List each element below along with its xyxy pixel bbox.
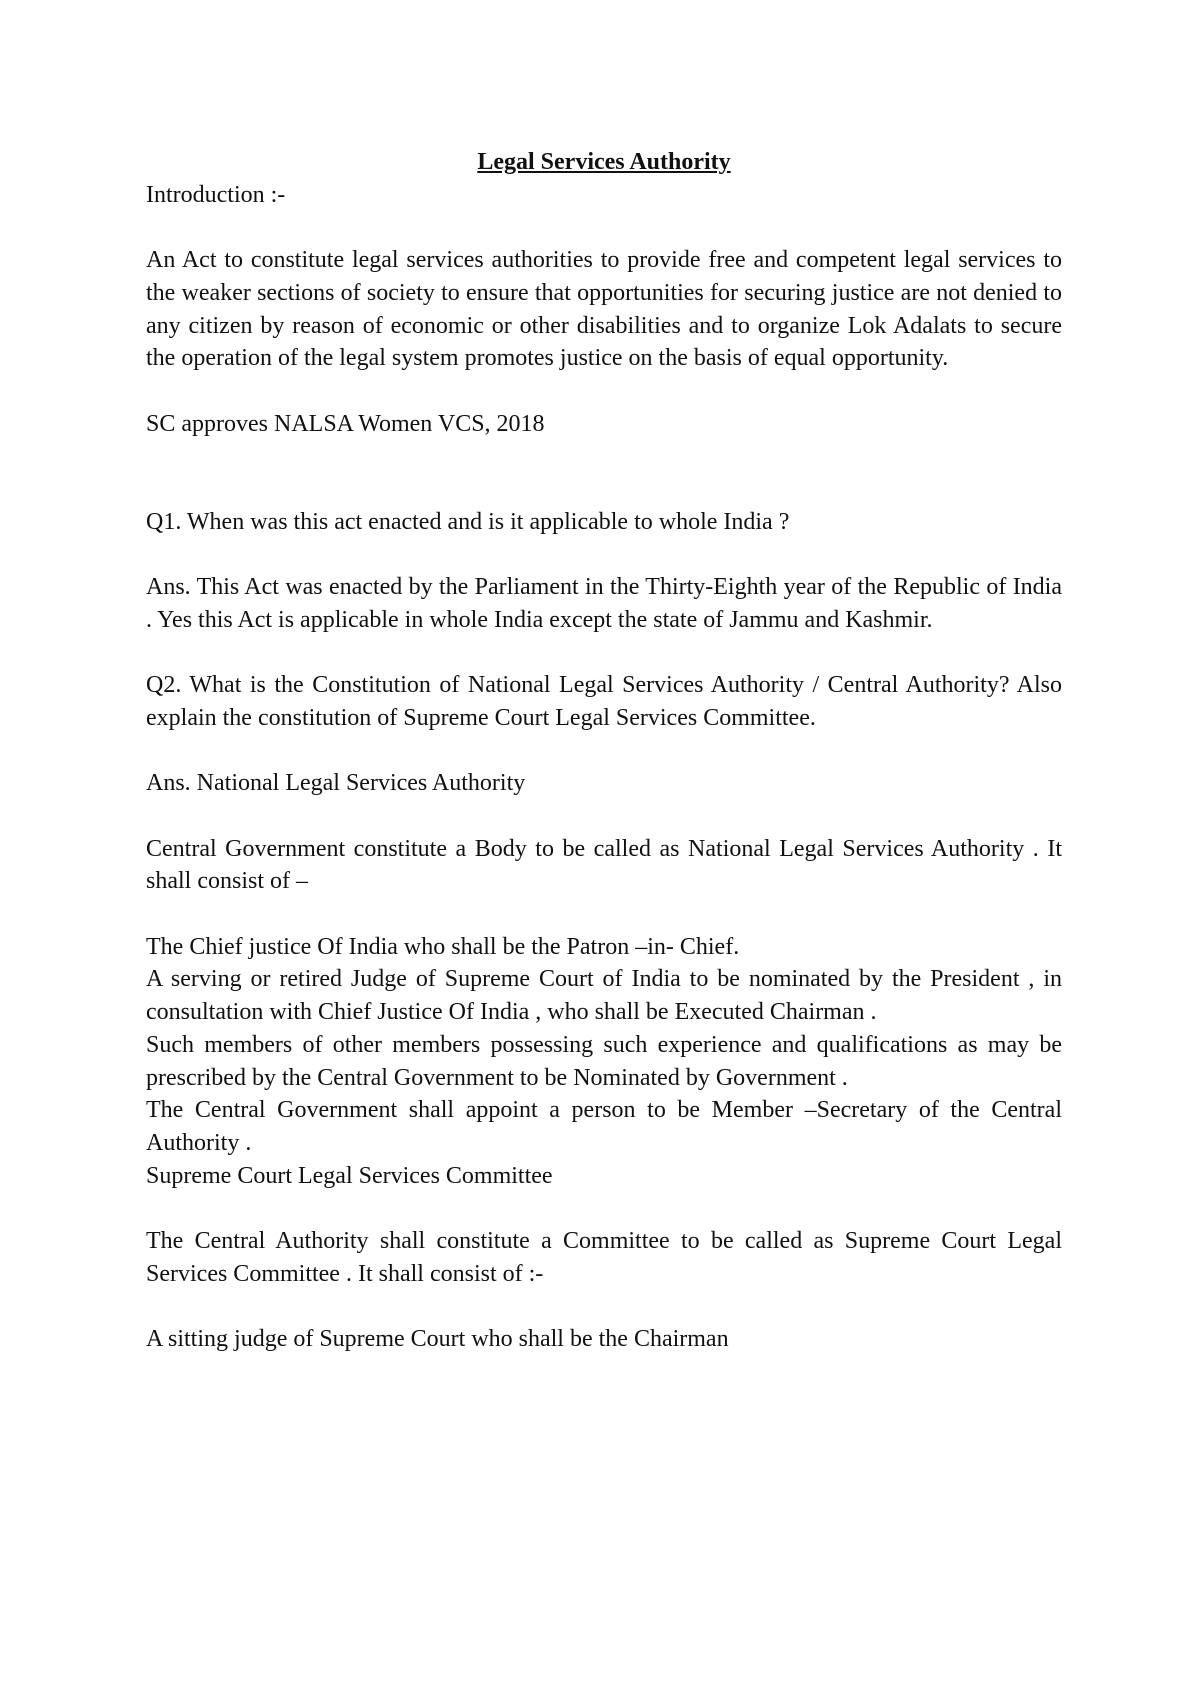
sc-approval-line: SC approves NALSA Women VCS, 2018 [146,410,545,437]
spacer [146,636,1062,669]
document-body [146,146,1062,1356]
spacer [146,211,1062,244]
sclsc-item-1: A sitting judge of Supreme Court who shall be the Chairman [146,1326,729,1353]
sclsc-heading: Supreme Court Legal Services Committee [146,1162,553,1189]
spacer [146,473,1062,506]
answer-2-heading: Ans. National Legal Services Authority [146,770,526,797]
nalsa-item-3: Such members of other members possessing such experience and qualifications as may be prescribed by the Central Government to be Nominated by Government . [146,1031,1062,1091]
sclsc-intro: The Central Authority shall constitute a Committee to be called as Supreme Court Legal Services Committee . It shall consist of :- [146,1228,1062,1287]
spacer [146,735,1062,768]
spacer [146,898,1062,931]
intro-paragraph: An Act to constitute legal services authorities to provide free and competent legal services to the weaker sections of society to ensure that opportunities for securing justice are not denied to any citizen by reason of economic or other disabilities and to organize Lok Adalats to secure the operation of the legal system promotes justice on the basis of equal opportunity. [146,247,1062,372]
spacer [146,375,1062,408]
spacer [146,440,1062,473]
spacer [146,1192,1062,1225]
answer-1: Ans. This Act was enacted by the Parliament in the Thirty-Eighth year of the Republic of India . Yes this Act is applicable in whole India except the state of Jammu and Kashmir. [146,574,1062,633]
nalsa-item-1: The Chief justice Of India who shall be the Patron –in- Chief. [146,933,740,960]
nalsa-item-2: A serving or retired Judge of Supreme Court of India to be nominated by the President , in consultation with Chief Justice Of India , who shall be Executed Chairman . [146,966,1062,1026]
question-1: Q1. When was this act enacted and is it applicable to whole India ? [146,508,790,535]
intro-heading: Introduction :- [146,181,286,208]
spacer [146,538,1062,571]
nalsa-intro: Central Government constitute a Body to be called as National Legal Services Authority . It shall consist of – [146,835,1062,895]
spacer [146,800,1062,833]
question-2: Q2. What is the Constitution of National Legal Services Authority / Central Authority? Also explain the constitution of Supreme Court Legal Services Committee. [146,672,1062,731]
document-title: Legal Services Authority [477,149,731,175]
spacer [146,1290,1062,1323]
nalsa-item-4: The Central Government shall appoint a person to be Member –Secretary of the Central Authority . [146,1097,1062,1156]
